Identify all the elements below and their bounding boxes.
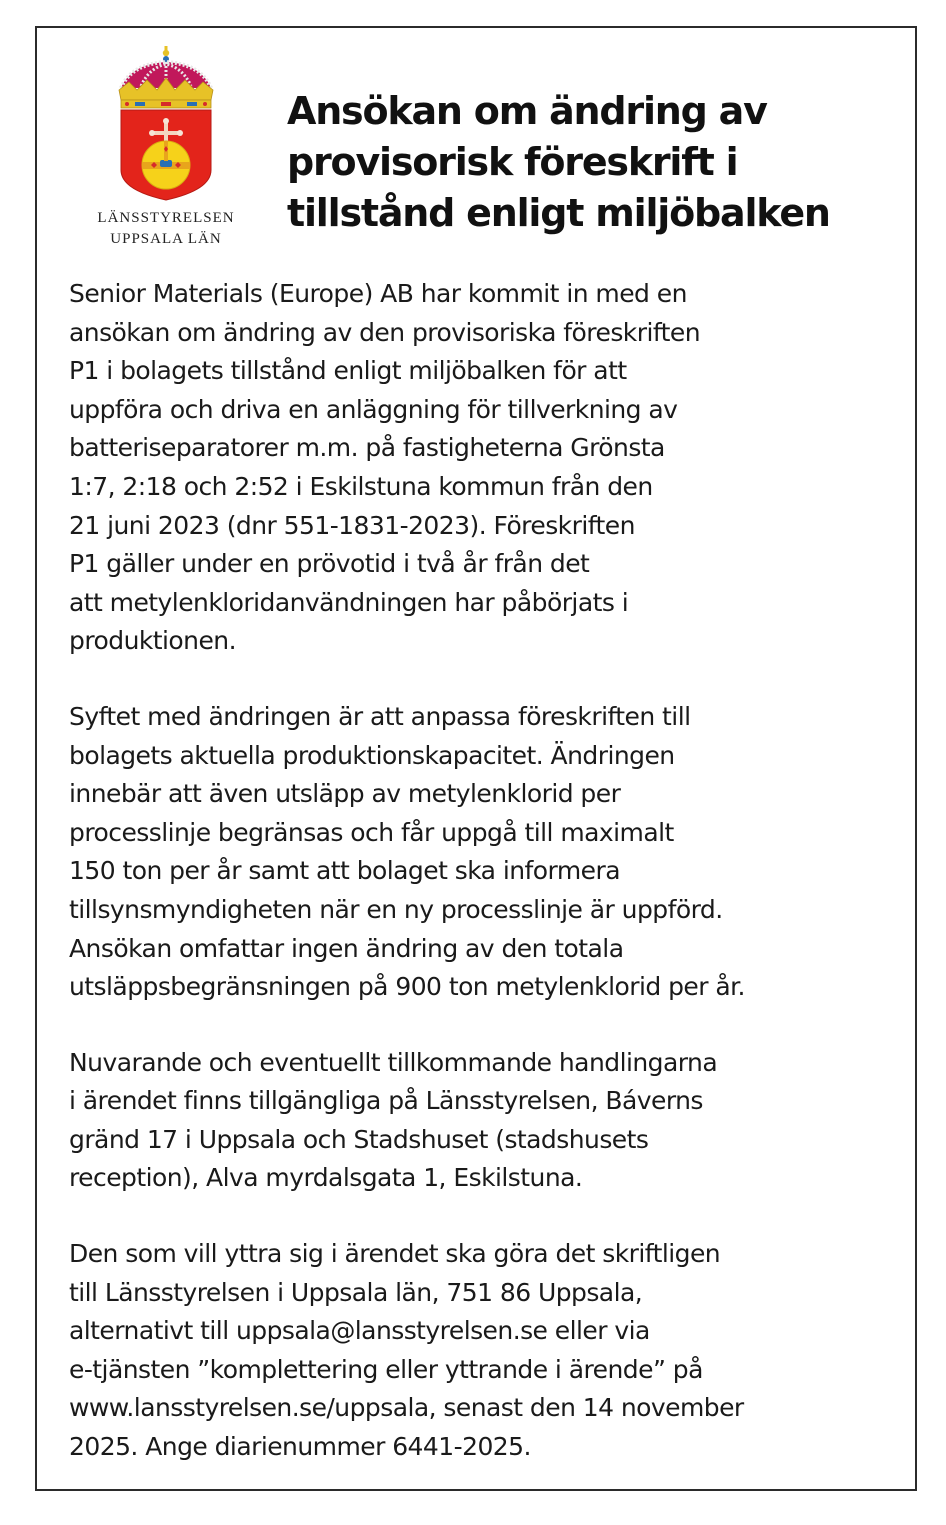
uppsala-coat-of-arms-icon <box>111 42 221 202</box>
logo-line-agency: LÄNSSTYRELSEN <box>97 210 235 226</box>
text-line: 21 juni 2023 (dnr 551-1831-2023). Föreskriften <box>69 510 635 540</box>
text-line: uppföra och driva en anläggning för tillverkning av <box>69 394 678 424</box>
headline-line: Ansökan om ändring av <box>287 89 767 133</box>
text-line: ansökan om ändring av den provisoriska föreskriften <box>69 317 701 347</box>
text-line: www.lansstyrelsen.se/uppsala, senast den 14 november <box>69 1393 744 1423</box>
text-line: produktionen. <box>69 626 236 656</box>
paragraph-purpose <box>69 698 909 1007</box>
text-line: Den som vill yttra sig i ärendet ska göra det skriftligen <box>69 1239 721 1269</box>
paragraph-comments <box>69 1235 909 1467</box>
text-line: bolagets aktuella produktionskapacitet. Ändringen <box>69 740 675 770</box>
text-line: e-tjänsten ”komplettering eller yttrande i ärende” på <box>69 1354 703 1384</box>
text-line: innebär att även utsläpp av metylenklorid per <box>69 779 621 809</box>
text-line: i ärendet finns tillgängliga på Länsstyrelsen, Báverns <box>69 1086 703 1116</box>
paragraph-documents <box>69 1044 909 1198</box>
text-line: processlinje begränsas och får uppgå till maximalt <box>69 817 674 847</box>
text-line: batteriseparatorer m.m. på fastigheterna Grönsta <box>69 433 665 463</box>
text-line: Ansökan omfattar ingen ändring av den totala <box>69 933 624 963</box>
text-line: alternativt till uppsala@lansstyrelsen.se eller via <box>69 1316 650 1346</box>
text-line: 1:7, 2:18 och 2:52 i Eskilstuna kommun från den <box>69 471 653 501</box>
notice-headline <box>287 86 897 239</box>
text-line: P1 i bolagets tillstånd enligt miljöbalken för att <box>69 356 627 386</box>
paragraph-application <box>69 275 909 661</box>
text-line: Syftet med ändringen är att anpassa föreskriften till <box>69 701 691 731</box>
headline-line: provisorisk föreskrift i <box>287 140 738 184</box>
text-line: P1 gäller under en prövotid i två år från det <box>69 549 590 579</box>
text-line: Nuvarande och eventuellt tillkommande handlingarna <box>69 1047 718 1077</box>
text-line: till Länsstyrelsen i Uppsala län, 751 86 Uppsala, <box>69 1277 643 1307</box>
logo-line-county: UPPSALA LÄN <box>110 231 222 247</box>
text-line: tillsynsmyndigheten när en ny processlinje är uppförd. <box>69 894 723 924</box>
logo-wordmark <box>76 208 256 250</box>
text-line: 150 ton per år samt att bolaget ska informera <box>69 856 620 886</box>
text-line: att metylenkloridanvändningen har påbörjats i <box>69 587 629 617</box>
text-line: gränd 17 i Uppsala och Stadshuset (stadshusets <box>69 1124 649 1154</box>
notice-body <box>69 275 909 1504</box>
text-line: reception), Alva myrdalsgata 1, Eskilstuna. <box>69 1163 583 1193</box>
text-line: utsläppsbegränsningen på 900 ton metylenklorid per år. <box>69 972 745 1002</box>
headline-line: tillstånd enligt miljöbalken <box>287 191 830 235</box>
lansstyrelsen-logo <box>76 42 256 257</box>
text-line: 2025. Ange diarienummer 6441-2025. <box>69 1432 531 1462</box>
text-line: Senior Materials (Europe) AB har kommit in med en <box>69 279 687 308</box>
